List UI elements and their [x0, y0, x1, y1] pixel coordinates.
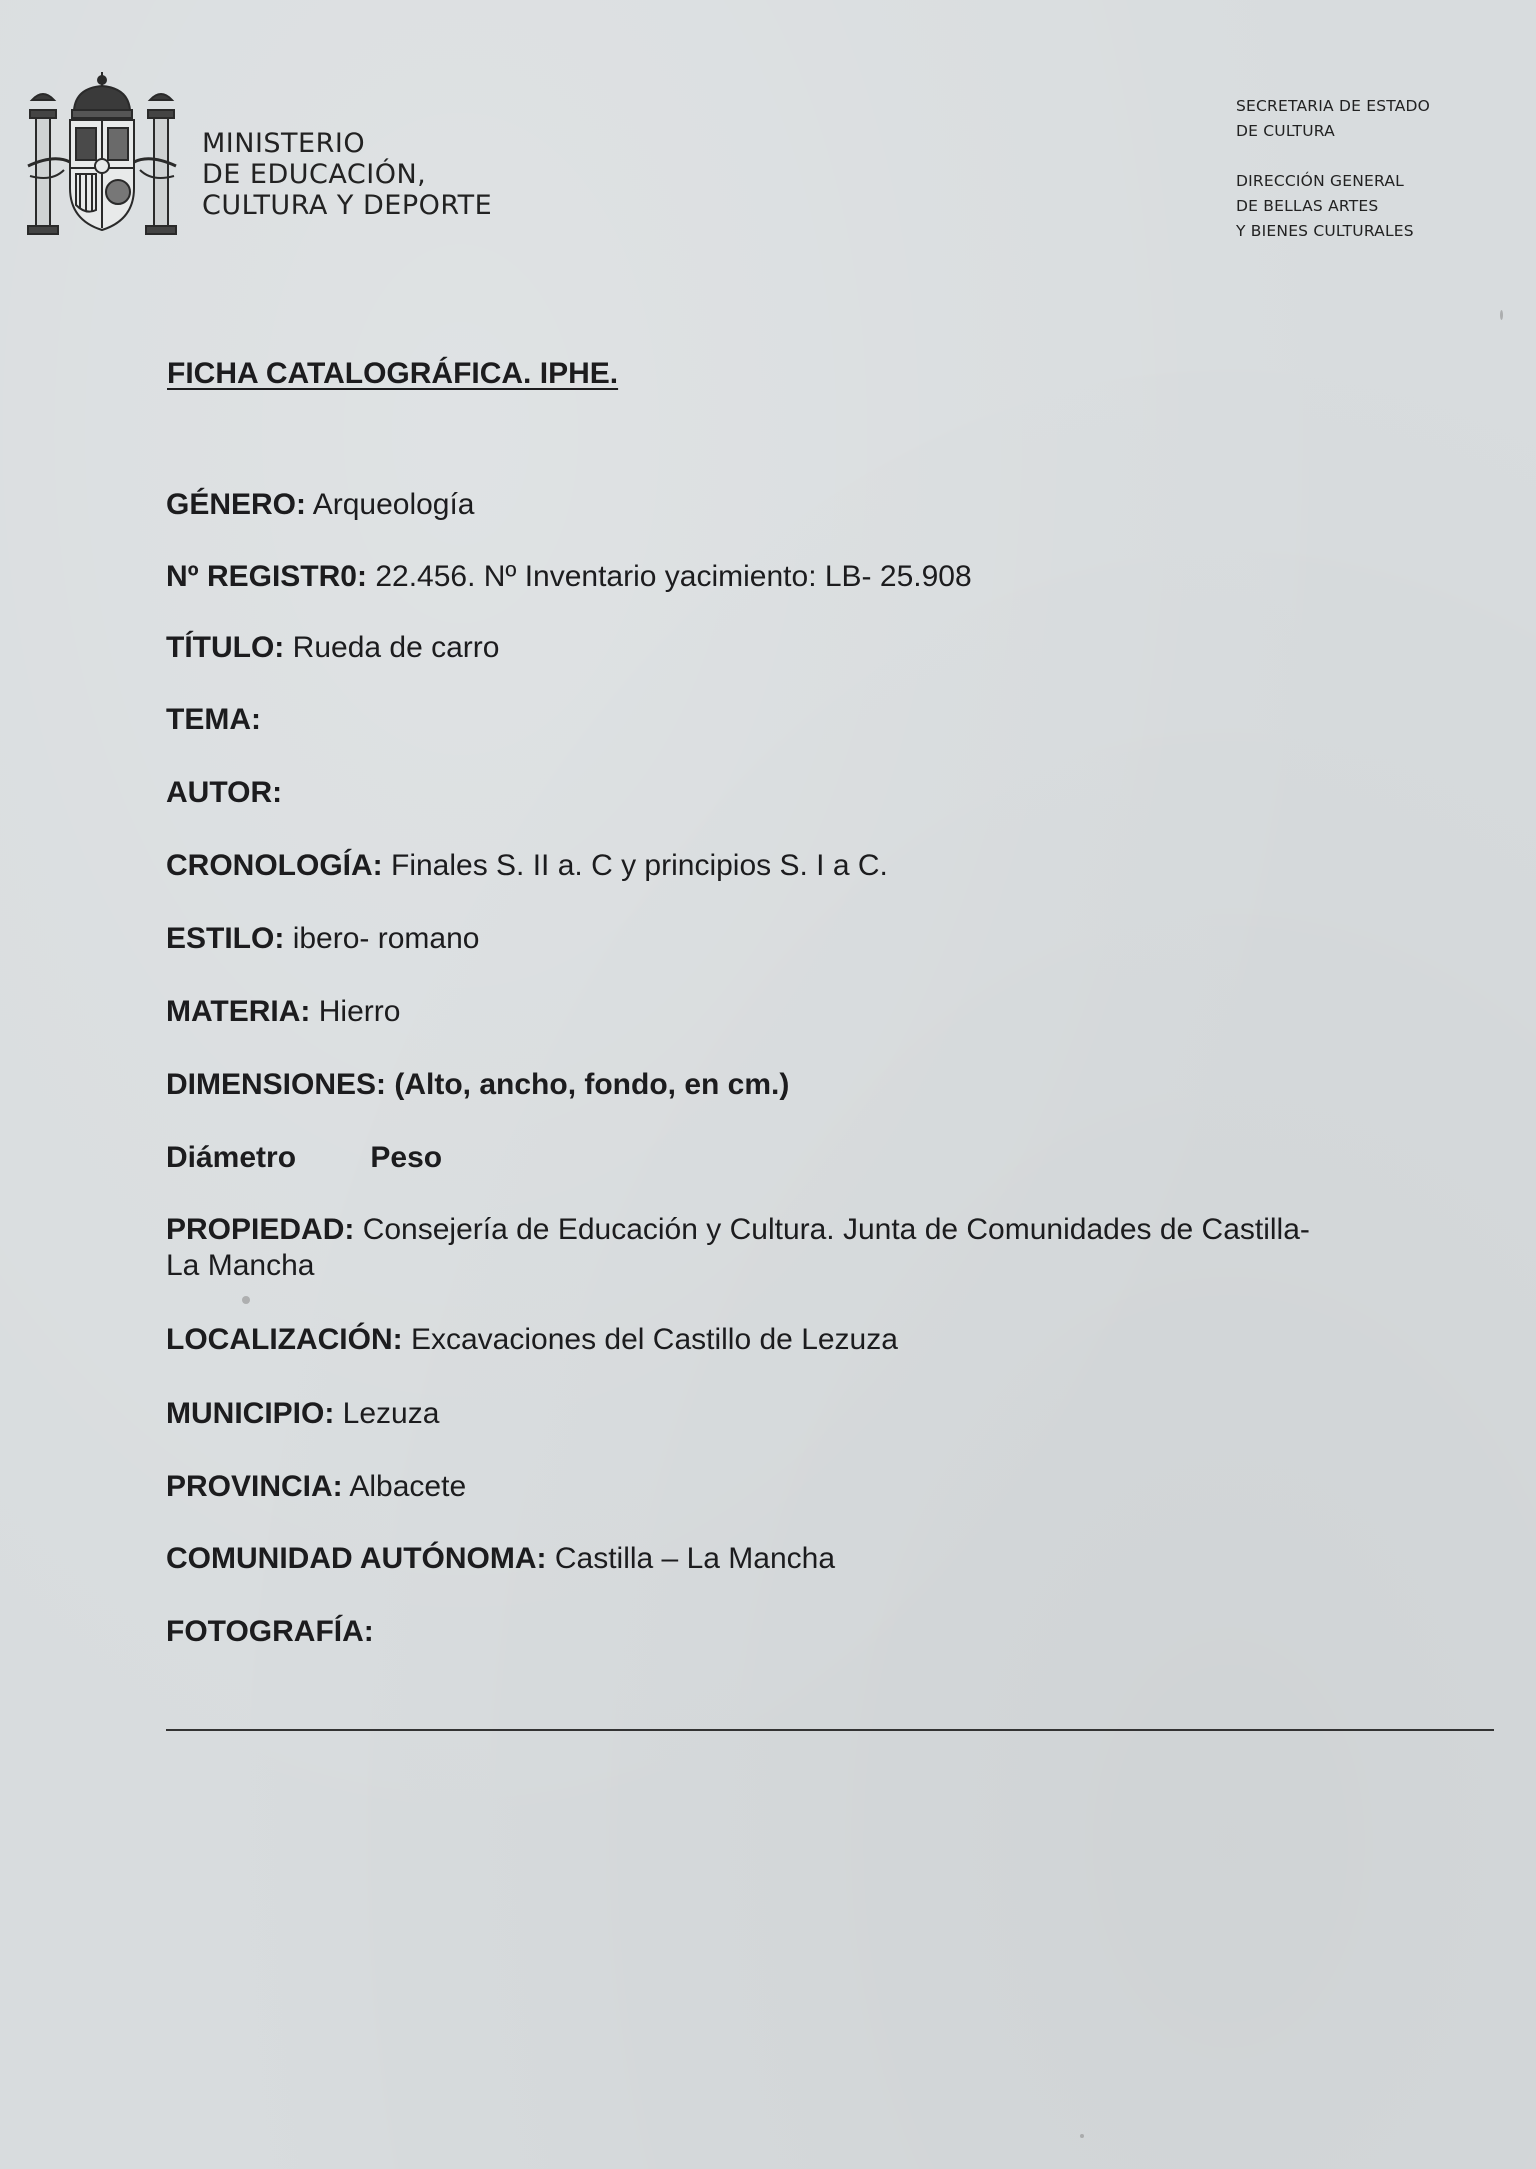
- field-cronologia: [166, 848, 888, 884]
- field-label: PROVINCIA:: [166, 1470, 343, 1503]
- field-label: FOTOGRAFÍA:: [166, 1615, 374, 1648]
- field-value: ibero- romano: [292, 922, 480, 955]
- field-value: Hierro: [318, 995, 401, 1028]
- field-label: TÍTULO:: [166, 631, 285, 664]
- field-label: Nº REGISTR0:: [166, 560, 367, 593]
- field-value: 22.456. Nº Inventario yacimiento: LB- 25.908: [375, 560, 972, 593]
- field-value: Finales S. II a. C y principios S. I a C.: [391, 849, 888, 882]
- secretaria-line: DE CULTURA: [1236, 122, 1335, 140]
- field-localizacion: [166, 1322, 898, 1358]
- field-value: Excavaciones del Castillo de Lezuza: [410, 1323, 898, 1356]
- ministry-line: CULTURA Y DEPORTE: [202, 190, 493, 221]
- field-autor: [166, 775, 282, 811]
- field-label: PROPIEDAD:: [166, 1213, 355, 1246]
- divider-line: [166, 1729, 1494, 1731]
- field-label: GÉNERO:: [166, 488, 307, 521]
- field-materia: [166, 994, 400, 1030]
- secretaria-line: SECRETARIA DE ESTADO: [1236, 97, 1431, 115]
- peso-label: Peso: [370, 1141, 443, 1174]
- ministry-name: [202, 128, 492, 221]
- field-tema: [166, 702, 261, 738]
- field-value: Rueda de carro: [292, 631, 500, 664]
- field-value: (Alto, ancho, fondo, en cm.): [394, 1068, 790, 1101]
- field-value: Arqueología: [312, 488, 475, 521]
- field-label: AUTOR:: [166, 776, 283, 809]
- secretaria-block: [1236, 94, 1430, 144]
- field-value: Consejería de Educación y Cultura. Junta de Comunidades de Castilla- La Mancha: [166, 1213, 1310, 1282]
- field-label: CRONOLOGÍA:: [166, 849, 383, 882]
- field-comunidad: [166, 1541, 835, 1577]
- field-value: Lezuza: [342, 1397, 440, 1430]
- diametro-label: Diámetro: [166, 1141, 297, 1174]
- field-label: ESTILO:: [166, 922, 285, 955]
- field-dimensiones: [166, 1067, 789, 1103]
- field-genero: [166, 487, 475, 523]
- field-label: COMUNIDAD AUTÓNOMA:: [166, 1542, 547, 1575]
- field-registro: [166, 559, 972, 595]
- ministry-line: DE EDUCACIÓN,: [202, 159, 427, 190]
- field-label: MUNICIPIO:: [166, 1397, 335, 1430]
- direccion-line: DE BELLAS ARTES: [1236, 197, 1379, 215]
- field-provincia: [166, 1469, 466, 1505]
- ministry-line: MINISTERIO: [202, 128, 366, 159]
- field-diametro-peso: [166, 1140, 442, 1176]
- scan-speck: [1500, 310, 1503, 320]
- direccion-block: [1236, 169, 1414, 244]
- field-label: TEMA:: [166, 703, 261, 736]
- field-label: DIMENSIONES:: [166, 1068, 387, 1101]
- field-label: MATERIA:: [166, 995, 311, 1028]
- field-value: Castilla – La Mancha: [554, 1542, 836, 1575]
- scan-speck: [1080, 2134, 1084, 2138]
- field-titulo: [166, 630, 499, 666]
- scan-speck: [242, 1296, 250, 1304]
- field-label: LOCALIZACIÓN:: [166, 1323, 403, 1356]
- field-value: Albacete: [349, 1470, 467, 1503]
- field-municipio: [166, 1396, 439, 1432]
- field-propiedad: [166, 1212, 1316, 1284]
- field-estilo: [166, 921, 479, 957]
- direccion-line: Y BIENES CULTURALES: [1236, 222, 1414, 240]
- field-fotografia: [166, 1614, 374, 1650]
- direccion-line: DIRECCIÓN GENERAL: [1236, 172, 1404, 190]
- spanish-coat-of-arms-icon: [24, 70, 180, 242]
- document-title: FICHA CATALOGRÁFICA. IPHE.: [167, 357, 619, 390]
